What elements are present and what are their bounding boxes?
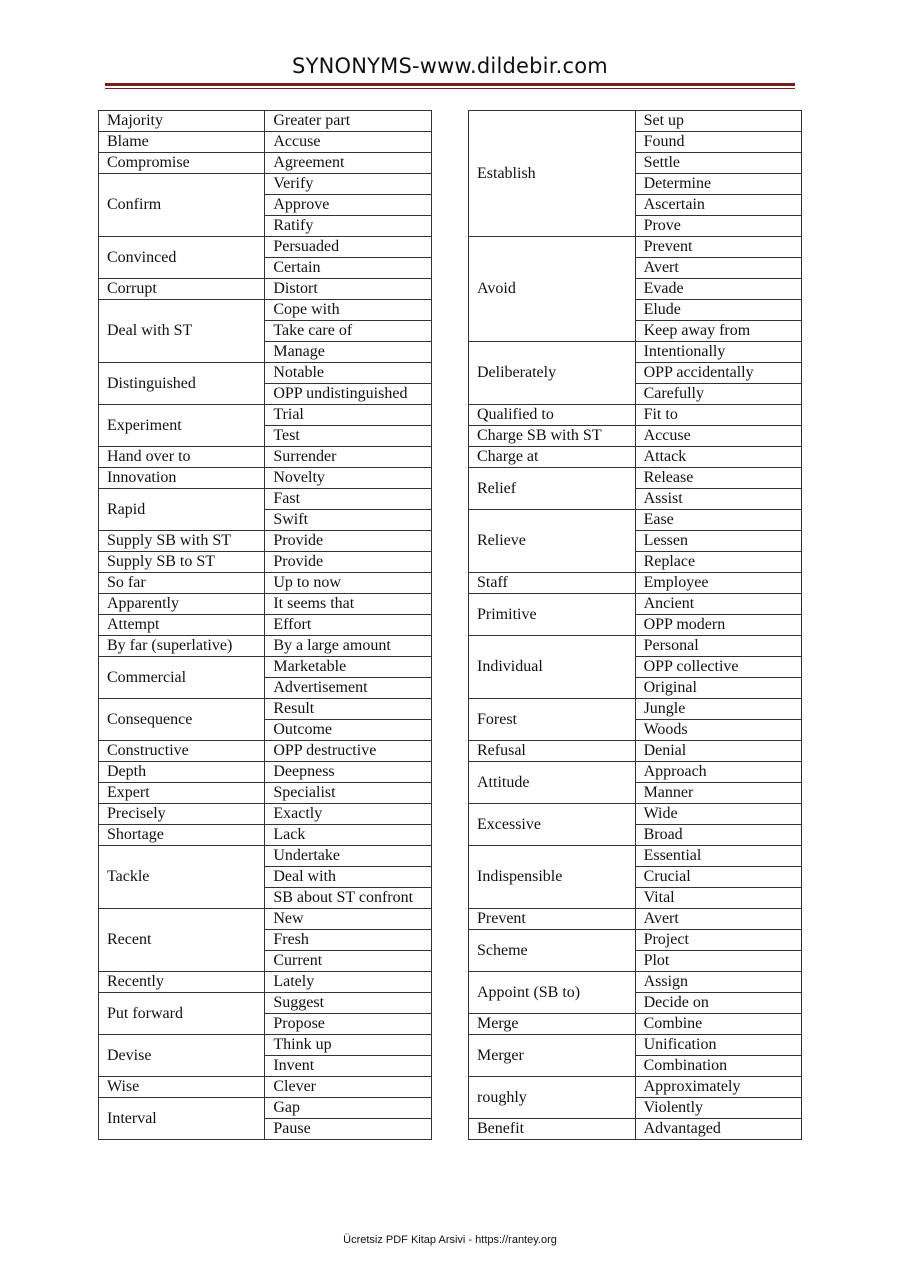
word-cell: Deliberately <box>469 342 636 405</box>
table-row <box>469 426 802 447</box>
synonym-cell: Deal with <box>265 867 432 888</box>
synonym-cell: Replace <box>635 552 801 573</box>
synonym-cell: By a large amount <box>265 636 432 657</box>
synonym-cell: OPP undistinguished <box>265 384 432 405</box>
synonym-cell: Exactly <box>265 804 432 825</box>
word-cell: Scheme <box>469 930 636 972</box>
title-underline <box>105 83 795 86</box>
word-cell: Avoid <box>469 237 636 342</box>
synonym-cell: Intentionally <box>635 342 801 363</box>
table-row <box>99 762 432 783</box>
synonym-cell: Deepness <box>265 762 432 783</box>
table-row <box>469 1035 802 1056</box>
synonym-cell: OPP modern <box>635 615 801 636</box>
table-row <box>99 804 432 825</box>
table-row <box>469 510 802 531</box>
word-cell: Forest <box>469 699 636 741</box>
synonym-cell: Unification <box>635 1035 801 1056</box>
table-row <box>99 846 432 867</box>
table-row <box>469 237 802 258</box>
word-cell: Compromise <box>99 153 265 174</box>
synonym-cell: Propose <box>265 1014 432 1035</box>
table-row <box>469 468 802 489</box>
word-cell: Charge SB with ST <box>469 426 636 447</box>
synonym-cell: Combination <box>635 1056 801 1077</box>
word-cell: Innovation <box>99 468 265 489</box>
synonym-cell: Settle <box>635 153 801 174</box>
table-row <box>99 741 432 762</box>
table-row <box>99 1077 432 1098</box>
synonym-cell: Decide on <box>635 993 801 1014</box>
synonym-cell: Fresh <box>265 930 432 951</box>
synonym-cell: Novelty <box>265 468 432 489</box>
synonym-cell: Avert <box>635 909 801 930</box>
synonym-cell: SB about ST confront <box>265 888 432 909</box>
word-cell: Benefit <box>469 1119 636 1140</box>
synonym-cell: Marketable <box>265 657 432 678</box>
table-row <box>99 615 432 636</box>
word-cell: Wise <box>99 1077 265 1098</box>
table-row <box>99 972 432 993</box>
synonym-cell: Suggest <box>265 993 432 1014</box>
word-cell: Supply SB with ST <box>99 531 265 552</box>
synonym-cell: Trial <box>265 405 432 426</box>
word-cell: Qualified to <box>469 405 636 426</box>
synonym-cell: OPP collective <box>635 657 801 678</box>
word-cell: Primitive <box>469 594 636 636</box>
synonym-cell: Assign <box>635 972 801 993</box>
synonym-cell: Prevent <box>635 237 801 258</box>
table-row <box>99 300 432 321</box>
table-row <box>469 930 802 951</box>
synonym-cell: Undertake <box>265 846 432 867</box>
table-row <box>99 447 432 468</box>
synonym-cell: Approach <box>635 762 801 783</box>
synonym-cell: Denial <box>635 741 801 762</box>
synonym-cell: Gap <box>265 1098 432 1119</box>
synonym-cell: New <box>265 909 432 930</box>
table-row <box>99 636 432 657</box>
table-row <box>99 699 432 720</box>
synonym-cell: Project <box>635 930 801 951</box>
table-row <box>99 111 432 132</box>
synonym-cell: Effort <box>265 615 432 636</box>
synonym-cell: Fit to <box>635 405 801 426</box>
table-row <box>469 1077 802 1098</box>
word-cell: Merge <box>469 1014 636 1035</box>
synonym-cell: Crucial <box>635 867 801 888</box>
table-row <box>99 1035 432 1056</box>
synonym-cell: Employee <box>635 573 801 594</box>
synonym-cell: Attack <box>635 447 801 468</box>
table-row <box>99 1098 432 1119</box>
synonym-cell: Wide <box>635 804 801 825</box>
synonym-cell: Essential <box>635 846 801 867</box>
table-row <box>469 804 802 825</box>
word-cell: Shortage <box>99 825 265 846</box>
table-row <box>99 783 432 804</box>
table-row <box>469 972 802 993</box>
word-cell: Prevent <box>469 909 636 930</box>
word-cell: Expert <box>99 783 265 804</box>
synonym-cell: Release <box>635 468 801 489</box>
table-row <box>469 699 802 720</box>
word-cell: Supply SB to ST <box>99 552 265 573</box>
table-row <box>469 342 802 363</box>
synonym-cell: Verify <box>265 174 432 195</box>
table-row <box>469 111 802 132</box>
table-row <box>469 909 802 930</box>
word-cell: Consequence <box>99 699 265 741</box>
table-row <box>99 468 432 489</box>
word-cell: Rapid <box>99 489 265 531</box>
word-cell: Excessive <box>469 804 636 846</box>
word-cell: Recent <box>99 909 265 972</box>
word-cell: Relief <box>469 468 636 510</box>
word-cell: Experiment <box>99 405 265 447</box>
word-cell: Staff <box>469 573 636 594</box>
table-row <box>469 1119 802 1140</box>
page-footer: Ücretsiz PDF Kitap Arsivi - https://rantey.org <box>343 1234 557 1246</box>
word-cell: Refusal <box>469 741 636 762</box>
synonym-cell: Manner <box>635 783 801 804</box>
table-row <box>99 153 432 174</box>
word-cell: roughly <box>469 1077 636 1119</box>
synonym-cell: Lately <box>265 972 432 993</box>
synonym-cell: Violently <box>635 1098 801 1119</box>
table-row <box>469 1014 802 1035</box>
synonym-cell: Certain <box>265 258 432 279</box>
synonym-cell: Approve <box>265 195 432 216</box>
word-cell: Merger <box>469 1035 636 1077</box>
synonym-cell: Specialist <box>265 783 432 804</box>
synonym-cell: Lessen <box>635 531 801 552</box>
word-cell: Hand over to <box>99 447 265 468</box>
synonym-cell: Prove <box>635 216 801 237</box>
synonym-cell: Result <box>265 699 432 720</box>
table-row <box>469 741 802 762</box>
word-cell: Distinguished <box>99 363 265 405</box>
synonym-cell: Woods <box>635 720 801 741</box>
synonym-cell: Combine <box>635 1014 801 1035</box>
word-cell: Relieve <box>469 510 636 573</box>
synonym-cell: Pause <box>265 1119 432 1140</box>
word-cell: Blame <box>99 132 265 153</box>
page-title: SYNONYMS-www.dildebir.com <box>292 54 608 78</box>
synonym-cell: It seems that <box>265 594 432 615</box>
table-row <box>99 237 432 258</box>
synonym-cell: Take care of <box>265 321 432 342</box>
synonym-cell: Approximately <box>635 1077 801 1098</box>
synonyms-table-left <box>98 110 432 1140</box>
synonym-cell: Persuaded <box>265 237 432 258</box>
word-cell: Convinced <box>99 237 265 279</box>
word-cell: Devise <box>99 1035 265 1077</box>
synonym-cell: Plot <box>635 951 801 972</box>
table-row <box>99 174 432 195</box>
word-cell: Individual <box>469 636 636 699</box>
synonym-cell: Clever <box>265 1077 432 1098</box>
word-cell: Precisely <box>99 804 265 825</box>
synonym-cell: Set up <box>635 111 801 132</box>
synonym-cell: Current <box>265 951 432 972</box>
synonym-cell: Manage <box>265 342 432 363</box>
word-cell: Tackle <box>99 846 265 909</box>
synonym-cell: Test <box>265 426 432 447</box>
word-cell: Interval <box>99 1098 265 1140</box>
synonym-cell: Ratify <box>265 216 432 237</box>
word-cell: Commercial <box>99 657 265 699</box>
synonym-cell: Advantaged <box>635 1119 801 1140</box>
synonyms-table-right <box>468 110 802 1140</box>
table-row <box>99 594 432 615</box>
table-row <box>99 279 432 300</box>
synonym-cell: Jungle <box>635 699 801 720</box>
table-row <box>99 657 432 678</box>
word-cell: Deal with ST <box>99 300 265 363</box>
table-row <box>469 762 802 783</box>
synonym-cell: Assist <box>635 489 801 510</box>
synonym-cell: Up to now <box>265 573 432 594</box>
word-cell: Put forward <box>99 993 265 1035</box>
synonym-cell: Determine <box>635 174 801 195</box>
table-row <box>469 573 802 594</box>
synonym-cell: Agreement <box>265 153 432 174</box>
synonym-cell: Notable <box>265 363 432 384</box>
table-row <box>99 531 432 552</box>
table-row <box>99 552 432 573</box>
table-row <box>99 363 432 384</box>
word-cell: Corrupt <box>99 279 265 300</box>
word-cell: Constructive <box>99 741 265 762</box>
synonym-cell: Greater part <box>265 111 432 132</box>
synonym-cell: Personal <box>635 636 801 657</box>
synonym-cell: Think up <box>265 1035 432 1056</box>
table-row <box>99 825 432 846</box>
synonym-cell: Provide <box>265 531 432 552</box>
synonym-cell: Invent <box>265 1056 432 1077</box>
title-underline-thin <box>105 88 795 89</box>
synonym-cell: Elude <box>635 300 801 321</box>
table-row <box>99 132 432 153</box>
word-cell: Establish <box>469 111 636 237</box>
synonym-cell: Surrender <box>265 447 432 468</box>
word-cell: So far <box>99 573 265 594</box>
synonym-cell: Accuse <box>265 132 432 153</box>
table-row <box>469 636 802 657</box>
synonym-cell: OPP destructive <box>265 741 432 762</box>
word-cell: Majority <box>99 111 265 132</box>
synonym-cell: Accuse <box>635 426 801 447</box>
table-row <box>469 405 802 426</box>
word-cell: Depth <box>99 762 265 783</box>
synonym-cell: Evade <box>635 279 801 300</box>
word-cell: Attitude <box>469 762 636 804</box>
table-row <box>469 447 802 468</box>
synonym-cell: Provide <box>265 552 432 573</box>
word-cell: Indispensible <box>469 846 636 909</box>
synonym-cell: Carefully <box>635 384 801 405</box>
synonym-cell: OPP accidentally <box>635 363 801 384</box>
synonym-cell: Ancient <box>635 594 801 615</box>
word-cell: Charge at <box>469 447 636 468</box>
synonym-cell: Cope with <box>265 300 432 321</box>
word-cell: Attempt <box>99 615 265 636</box>
synonym-cell: Found <box>635 132 801 153</box>
table-row <box>99 573 432 594</box>
word-cell: Confirm <box>99 174 265 237</box>
synonym-cell: Broad <box>635 825 801 846</box>
synonym-cell: Avert <box>635 258 801 279</box>
synonym-cell: Ease <box>635 510 801 531</box>
word-cell: Appoint (SB to) <box>469 972 636 1014</box>
synonym-cell: Lack <box>265 825 432 846</box>
synonym-cell: Fast <box>265 489 432 510</box>
synonym-cell: Vital <box>635 888 801 909</box>
table-row <box>99 489 432 510</box>
synonym-cell: Original <box>635 678 801 699</box>
table-row <box>469 594 802 615</box>
synonym-cell: Ascertain <box>635 195 801 216</box>
synonym-cell: Keep away from <box>635 321 801 342</box>
table-row <box>99 405 432 426</box>
synonym-cell: Swift <box>265 510 432 531</box>
table-row <box>469 846 802 867</box>
word-cell: Recently <box>99 972 265 993</box>
synonym-cell: Advertisement <box>265 678 432 699</box>
synonym-cell: Distort <box>265 279 432 300</box>
synonym-cell: Outcome <box>265 720 432 741</box>
table-row <box>99 993 432 1014</box>
word-cell: Apparently <box>99 594 265 615</box>
table-row <box>99 909 432 930</box>
word-cell: By far (superlative) <box>99 636 265 657</box>
